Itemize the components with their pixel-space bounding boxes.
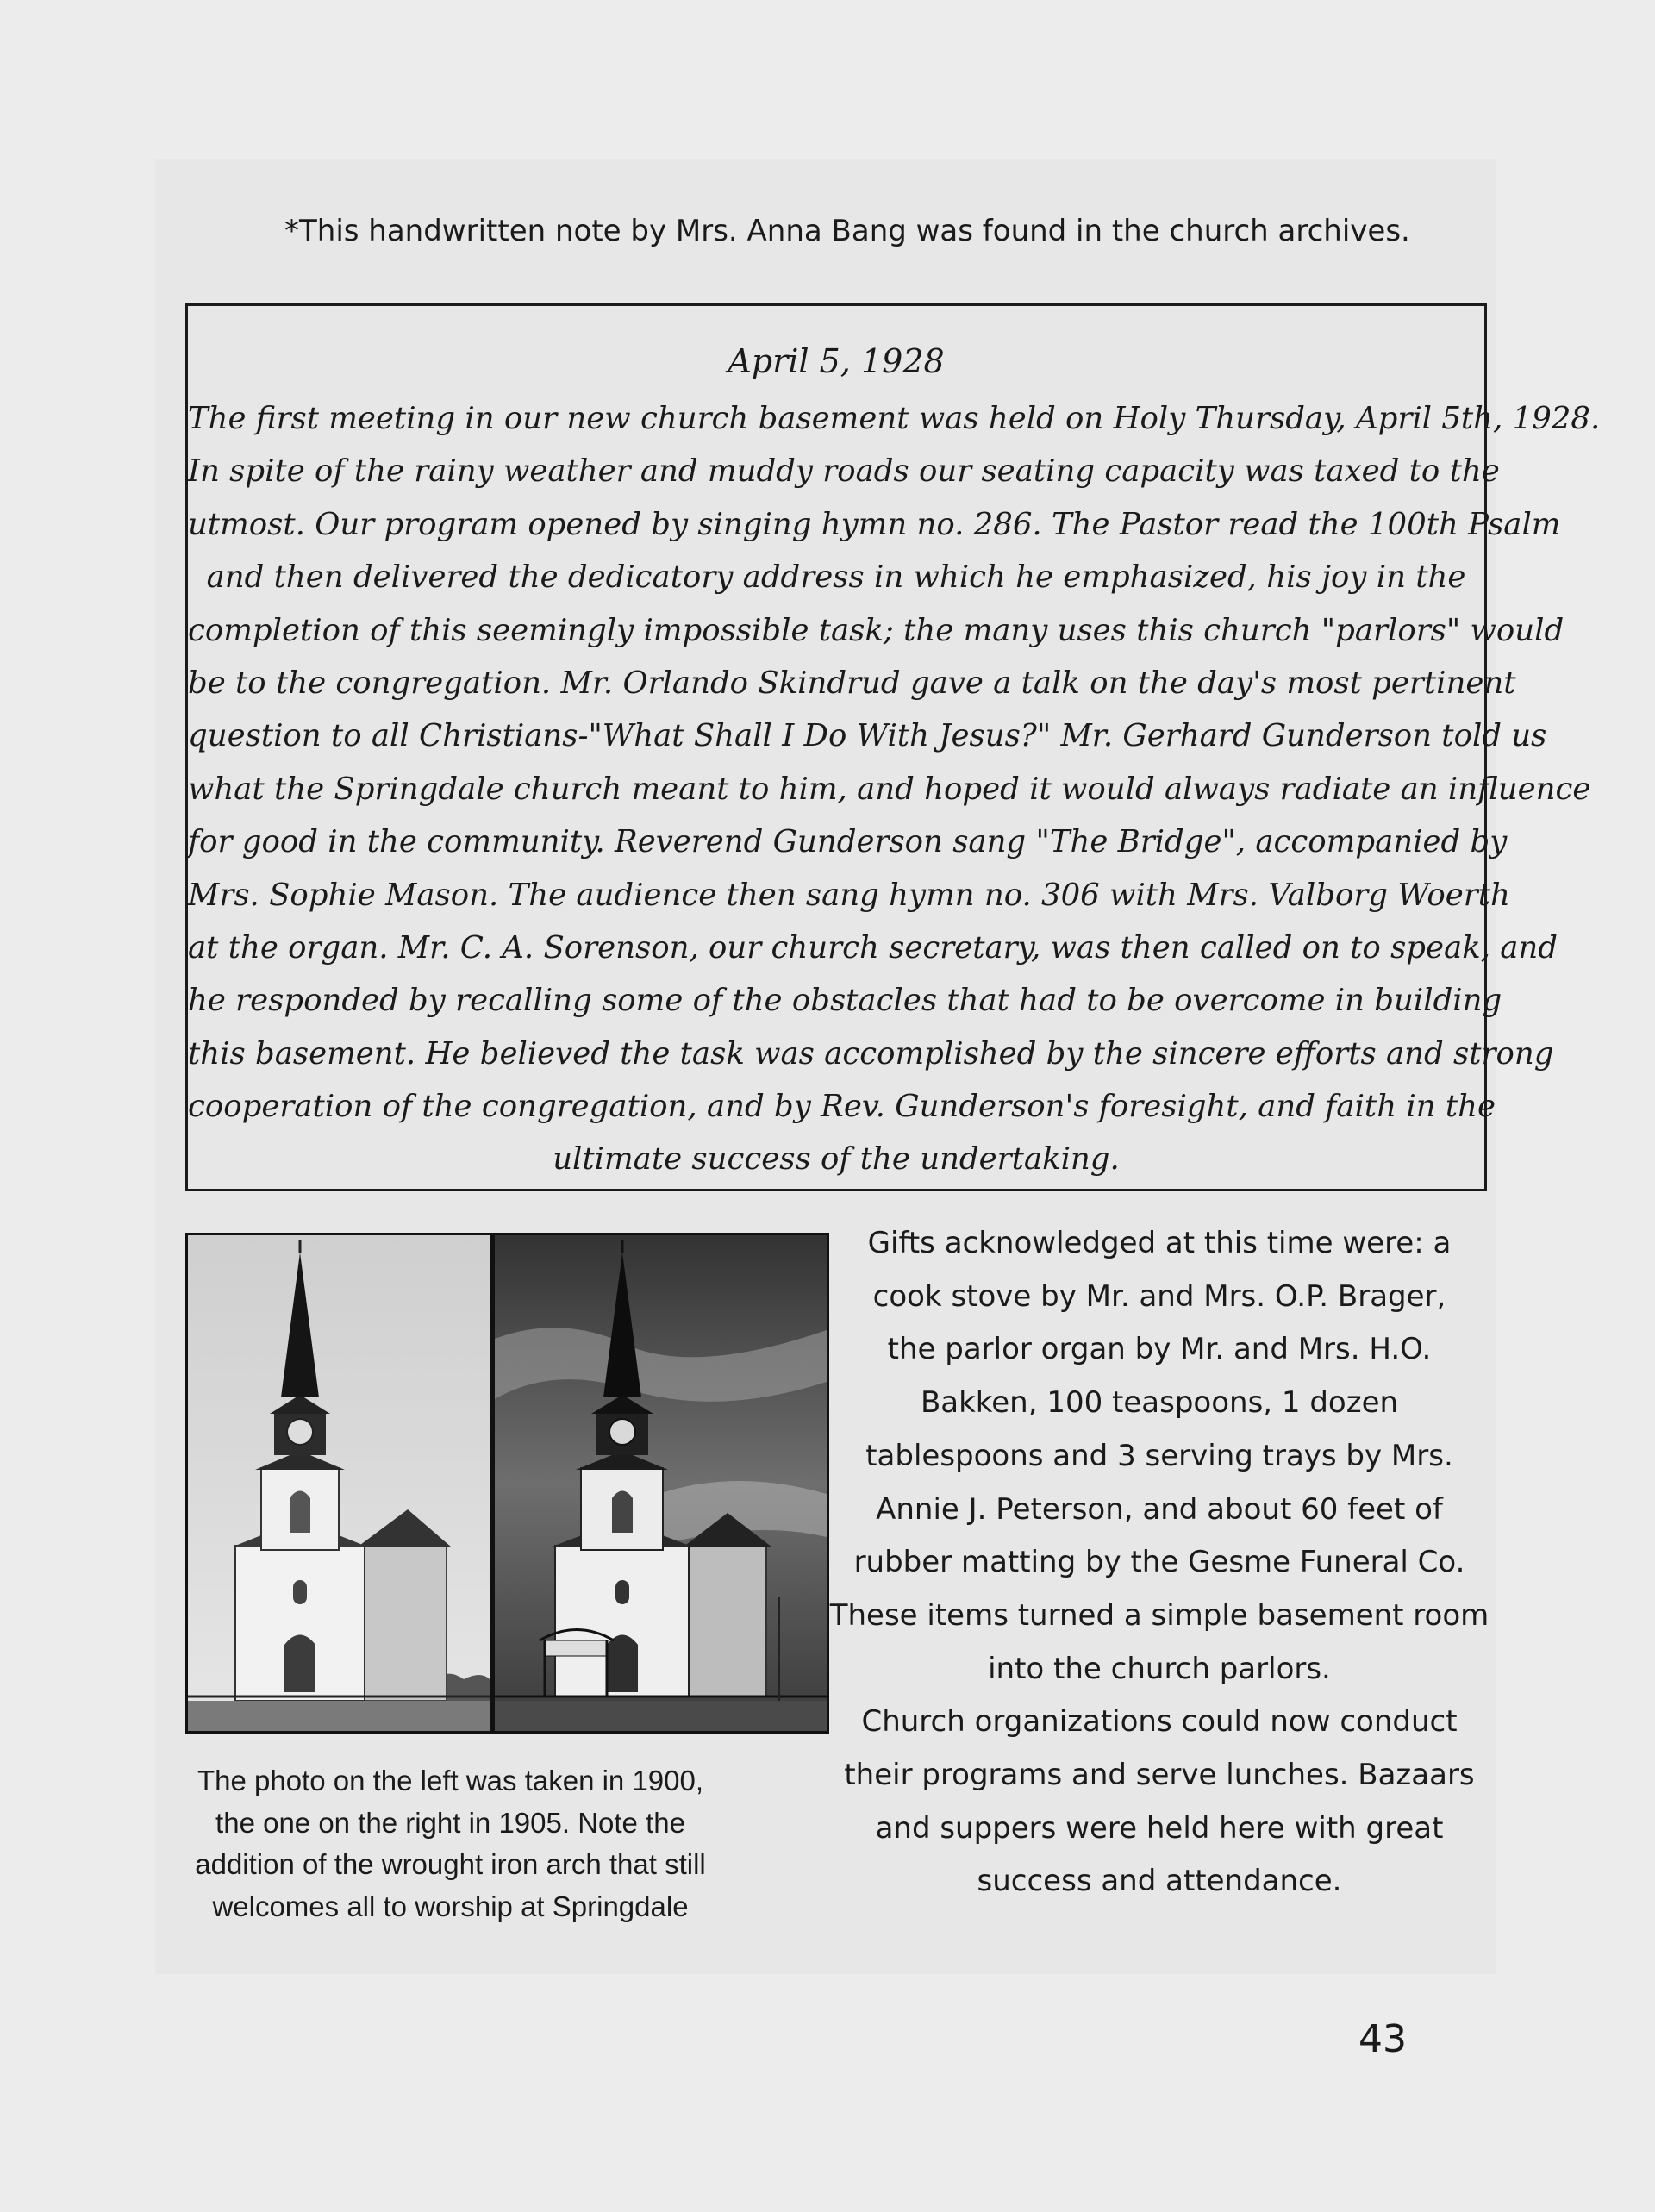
letter-line: this basement. He believed the task was accomplished by the sincere efforts and strong [188,1035,1554,1072]
church-photo-1900 [188,1235,490,1731]
letter-line: Mrs. Sophie Mason. The audience then sang hymn no. 306 with Mrs. Valborg Woerth [188,877,1510,913]
gifts-line: Church organizations could now conduct [861,1704,1458,1740]
page-number: 43 [1358,2017,1407,2061]
intro-note: *This handwritten note by Mrs. Anna Bang was found in the church archives. [284,214,1410,248]
gifts-line: their programs and serve lunches. Bazaars [844,1758,1475,1793]
letter-line: for good in the community. Reverend Gunderson sang "The Bridge", accompanied by [188,824,1508,860]
letter-line: he responded by recalling some of the obstacles that had to be overcome in building [188,983,1502,1019]
church-photos [185,1233,829,1734]
letter-line: completion of this seemingly impossible task; the many uses this church "parlors" would [188,612,1564,648]
gifts-line: These items turned a simple basement room [829,1597,1490,1633]
letter-line: what the Springdale church meant to him, and hoped it would always radiate an influence [188,771,1591,807]
letter-line: The first meeting in our new church basement was held on Holy Thursday, April 5th, 1928. [188,401,1601,436]
gifts-line: into the church parlors. [988,1651,1331,1686]
letter-line: utmost. Our program opened by singing hymn no. 286. The Pastor read the 100th Psalm [188,506,1561,542]
letter-line: ultimate success of the undertaking. [553,1141,1120,1178]
gifts-line: Annie J. Peterson, and about 60 feet of [876,1491,1443,1527]
letter-date: April 5, 1928 [728,342,945,380]
letter-line: be to the congregation. Mr. Orlando Skindrud gave a talk on the day's most pertinent [188,665,1516,701]
letter-line: In spite of the rainy weather and muddy roads our seating capacity was taxed to the [188,453,1500,490]
photo-caption: The photo on the left was taken in 1900, the one on the right in 1905. Note the addition of the wrought iron arch that still welcomes all to worship at Springdale [195,1765,706,1922]
gifts-line: cook stove by Mr. and Mrs. O.P. Brager, [872,1278,1446,1314]
gifts-line: tablespoons and 3 serving trays by Mrs. [865,1438,1453,1473]
gifts-line: Gifts acknowledged at this time were: a [867,1226,1452,1260]
church-photo-1905 [495,1235,827,1731]
gifts-line: and suppers were held here with great [875,1810,1444,1846]
letter-line: at the organ. Mr. C. A. Sorenson, our church secretary, was then called on to speak, and [188,929,1558,965]
gifts-line: Bakken, 100 teaspoons, 1 dozen [920,1385,1399,1421]
letter-line: question to all Christians-"What Shall I Do With Jesus?" Mr. Gerhard Gunderson told us [188,718,1547,754]
handwritten-note-transcription [185,303,1601,1191]
letter-body [188,392,1601,1186]
gifts-line: the parlor organ by Mr. and Mrs. H.O. [887,1332,1432,1367]
letter-line: and then delivered the dedicatory address in which he emphasized, his joy in the [206,559,1466,596]
letter-line: cooperation of the congregation, and by Rev. Gunderson's foresight, and faith in the [188,1089,1496,1125]
gifts-line: success and attendance. [977,1864,1342,1899]
gifts-line: rubber matting by the Gesme Funeral Co. [853,1545,1465,1580]
gifts-paragraph [823,1217,1496,1909]
